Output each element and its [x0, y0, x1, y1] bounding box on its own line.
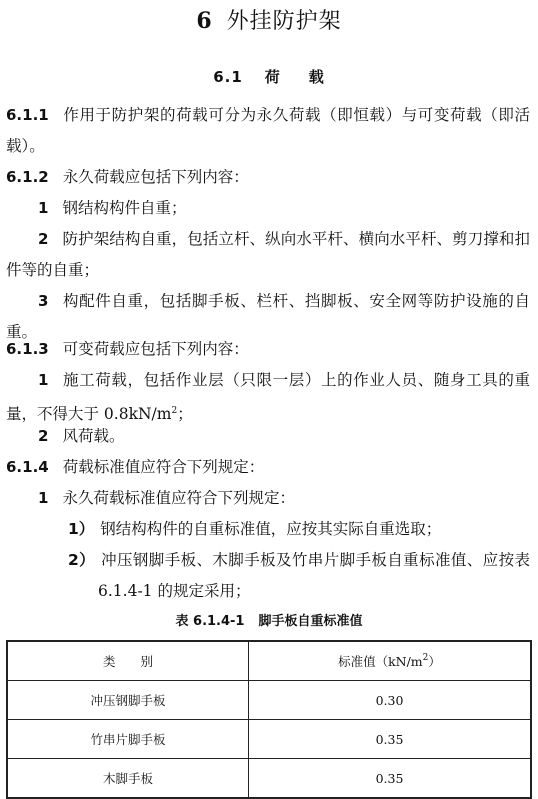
sub-item-number: 2） [68, 551, 96, 569]
item-number: 2 [38, 427, 49, 445]
item-text: 钢结构构件自重； [62, 199, 187, 217]
table-caption [0, 610, 538, 629]
item-number: 1 [38, 199, 49, 217]
chapter-number: 6 [196, 8, 213, 34]
sub-item-text: 冲压钢脚手板、木脚手板及竹串片脚手板自重标准值、应按表 6.1.4-1 的规定采用； [98, 551, 530, 600]
clause-number: 6.1.2 [6, 168, 49, 186]
sub-item-number: 1） [68, 520, 95, 538]
item-text: 风荷载。 [62, 427, 125, 445]
item-number: 1 [38, 371, 49, 389]
header-value-text: 标准值（kN/m [338, 654, 423, 669]
clause-text: 可变荷载应包括下列内容： [62, 340, 249, 358]
row-value: 0.35 [249, 720, 532, 759]
unit-superscript: 2 [171, 406, 178, 416]
item-text: 永久荷载标准值应符合下列规定： [62, 489, 295, 507]
clause-number: 6.1.3 [6, 340, 49, 358]
clause-number: 6.1.4 [6, 458, 49, 476]
table-caption-number: 表 6.1.4-1 [175, 614, 245, 629]
row-value: 0.30 [249, 681, 532, 720]
header-category: 类 别 [7, 641, 249, 681]
clause-number: 6.1.1 [6, 106, 49, 124]
chapter-title [0, 4, 538, 35]
list-item [6, 483, 530, 514]
list-item [6, 224, 530, 286]
table-caption-title: 脚手板自重标准值 [258, 614, 363, 629]
chapter-title-text: 外挂防护架 [226, 9, 342, 34]
list-item [6, 193, 530, 224]
item-number: 1 [38, 489, 49, 507]
row-category: 竹串片脚手板 [7, 720, 249, 759]
clause-text: 作用于防护架的荷载可分为永久荷载（即恒载）与可变荷载（即活载）。 [6, 106, 530, 155]
sub-item [6, 514, 530, 545]
sub-item [6, 545, 530, 607]
list-item [6, 421, 530, 452]
section-number: 6.1 [213, 68, 243, 86]
header-value [249, 641, 532, 681]
item-text-end: ； [177, 405, 193, 423]
item-text: 构配件自重，包括脚手板、栏杆、挡脚板、安全网等防护设施的自重。 [6, 292, 530, 341]
table-header-row [7, 641, 531, 681]
clause-text: 永久荷载应包括下列内容： [62, 168, 249, 186]
sub-item-text: 钢结构构件的自重标准值，应按其实际自重选取； [100, 520, 442, 538]
header-value-end: ） [428, 654, 441, 669]
clause-text: 荷载标准值应符合下列规定： [62, 458, 265, 476]
scaffold-board-weight-table [6, 640, 532, 799]
section-title-part2: 载 [308, 68, 325, 86]
clause-6-1-1 [6, 100, 530, 162]
header-unit-superscript: 2 [422, 653, 429, 663]
item-text: 防护架结构自重，包括立杆、纵向水平杆、横向水平杆、剪刀撑和扣件等的自重； [6, 230, 530, 279]
clause-6-1-3 [6, 334, 530, 365]
row-value: 0.35 [249, 759, 532, 799]
item-number: 2 [38, 230, 49, 248]
item-number: 3 [38, 292, 49, 310]
table-row [7, 759, 531, 799]
row-category: 冲压钢脚手板 [7, 681, 249, 720]
section-title [0, 66, 538, 87]
clause-6-1-2 [6, 162, 530, 193]
item-text: 施工荷载，包括作业层（只限一层）上的作业人员、随身工具的重量，不得大于 0.8kN/m [6, 371, 530, 423]
clause-6-1-4 [6, 452, 530, 483]
section-title-part1: 荷 [264, 68, 281, 86]
table-row [7, 720, 531, 759]
table-row [7, 681, 531, 720]
row-category: 木脚手板 [7, 759, 249, 799]
